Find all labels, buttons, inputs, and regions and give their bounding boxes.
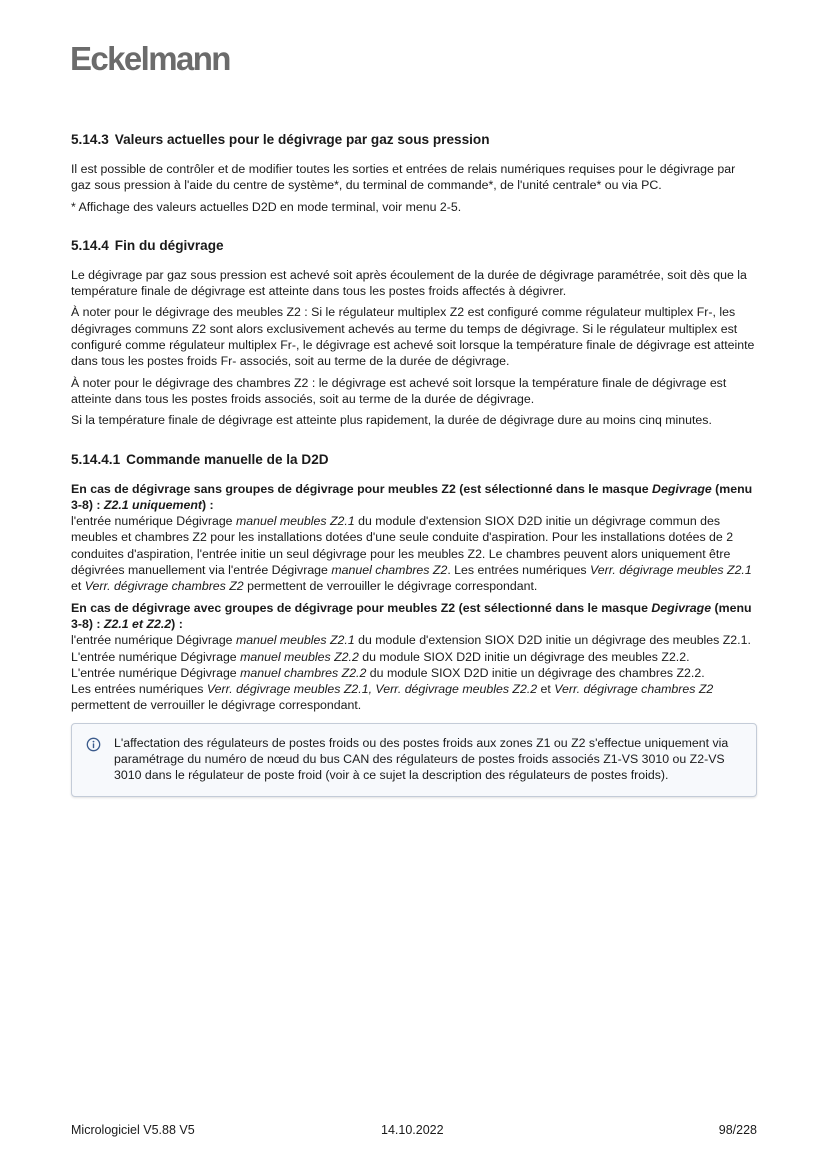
- footer-date: 14.10.2022: [381, 1123, 444, 1137]
- section-heading: 5.14.3 Valeurs actuelles pour le dégivrage par gaz sous pression: [71, 132, 490, 147]
- paragraph: À noter pour le dégivrage des meubles Z2 : Si le régulateur multiplex Z2 est configuré comme régulateur multiplex Fr-, les dégivrages communs Z2 sont alors exclusivement achevés au terme du temps de dégivrage. Si le régulateur multiplex est configuré comme régulateur multiplex Fr-, le dégivrage est achevé soit lorsque la température finale de dégivrage est atteinte dans tous les postes froids Fr- associés, soit au terme de la durée de dégivrage.: [71, 305, 755, 369]
- paragraph: Il est possible de contrôler et de modifier toutes les sorties et entrées de relais numériques requises pour le dégivrage par gaz sous pression à l'aide du centre de système*, du terminal de commande*, de l'unité centrale* ou via PC.: [71, 162, 736, 193]
- note-text: L'affectation des régulateurs de postes froids ou des postes froids aux zones Z1 ou Z2 s'effectue uniquement via paramétrage du numéro de nœud du bus CAN des régulateurs de postes froids associés Z1-VS 3010 ou Z2-VS 3010 dans le régulateur de poste froid (voir à ce sujet la description des régulateurs de postes froids).: [114, 735, 729, 783]
- paragraph: À noter pour le dégivrage des chambres Z2 : le dégivrage est achevé soit lorsque la température finale de dégivrage est atteinte dans tous les postes froids associés, soit au terme de la durée de dégivrage.: [71, 375, 727, 406]
- paragraph: Le dégivrage par gaz sous pression est achevé soit après écoulement de la durée de dégivrage paramétrée, soit dès que la température finale de dégivrage est atteinte dans tous les postes froids affectés à dégivrer.: [71, 267, 747, 299]
- block-with-groups: En cas de dégivrage avec groupes de dégivrage pour meubles Z2 (est sélectionné dans le masque Degivrage (menu 3-8) : Z2.1 et Z2.2) : l'entrée numérique Dégivrage manuel meubles Z2.1 du module d'extension SIOX D2D initie un dégivrage des meubles Z2.1. L'entrée numérique Dégivrage manuel meubles Z2.2 du module SIOX D2D initie un dégivrage des meubles Z2.2. L'entrée numérique Dégivrage manuel chambres Z2.2 du module SIOX D2D initie un dégivrage des chambres Z2.2. Les entrées numériques Verr. dégivrage meubles Z2.1, Verr. dégivrage meubles Z2.2 et Verr. dégivrage chambres Z2 permettent de verrouiller le dégivrage correspondant.: [71, 600, 752, 713]
- section-5-14-4: [71, 237, 757, 429]
- company-logo: Eckelmann: [70, 40, 230, 77]
- info-icon: [86, 735, 110, 784]
- section-heading: 5.14.4.1 Commande manuelle de la D2D: [71, 451, 329, 467]
- footer-page-number: 98/228: [718, 1123, 757, 1137]
- block-heading: En cas de dégivrage avec groupes de dégivrage pour meubles Z2 (est sélectionné dans le masque Degivrage (menu 3-8) : Z2.1 et Z2.2) :: [71, 600, 752, 631]
- block-without-groups: En cas de dégivrage sans groupes de dégivrage pour meubles Z2 (est sélectionné dans le masque Degivrage (menu 3-8) : Z2.1 uniquement) : l'entrée numérique Dégivrage manuel meubles Z2.1 du module d'extension SIOX D2D initie un dégivrage commun des meubles et chambres Z2 pour les installations dotées d'une seule conduite d'aspiration. Pour les installations dotées de 2 conduites d'aspiration, l'entrée initie un seul dégivrage pour les meubles Z2. Le chambres peuvent alors uniquement être dégivrées manuellement via l'entrée Dégivrage manuel chambres Z2. Les entrées numériques Verr. dégivrage meubles Z2.1 et Verr. dégivrage chambres Z2 permettent de verrouiller le dégivrage correspondant.: [71, 481, 753, 594]
- section-5-14-3: [71, 131, 757, 215]
- paragraph: * Affichage des valeurs actuelles D2D en mode terminal, voir menu 2-5.: [71, 199, 462, 214]
- footer-firmware: Micrologiciel V5.88 V5: [71, 1123, 195, 1137]
- section-heading: 5.14.4 Fin du dégivrage: [71, 237, 224, 253]
- info-note: [71, 723, 757, 797]
- paragraph: Si la température finale de dégivrage est atteinte plus rapidement, la durée de dégivrage dure au moins cinq minutes.: [71, 413, 712, 428]
- page-content: [71, 131, 757, 797]
- block-heading: En cas de dégivrage sans groupes de dégivrage pour meubles Z2 (est sélectionné dans le masque Degivrage (menu 3-8) : Z2.1 uniquement) :: [71, 481, 753, 512]
- section-5-14-4-1: [71, 451, 757, 797]
